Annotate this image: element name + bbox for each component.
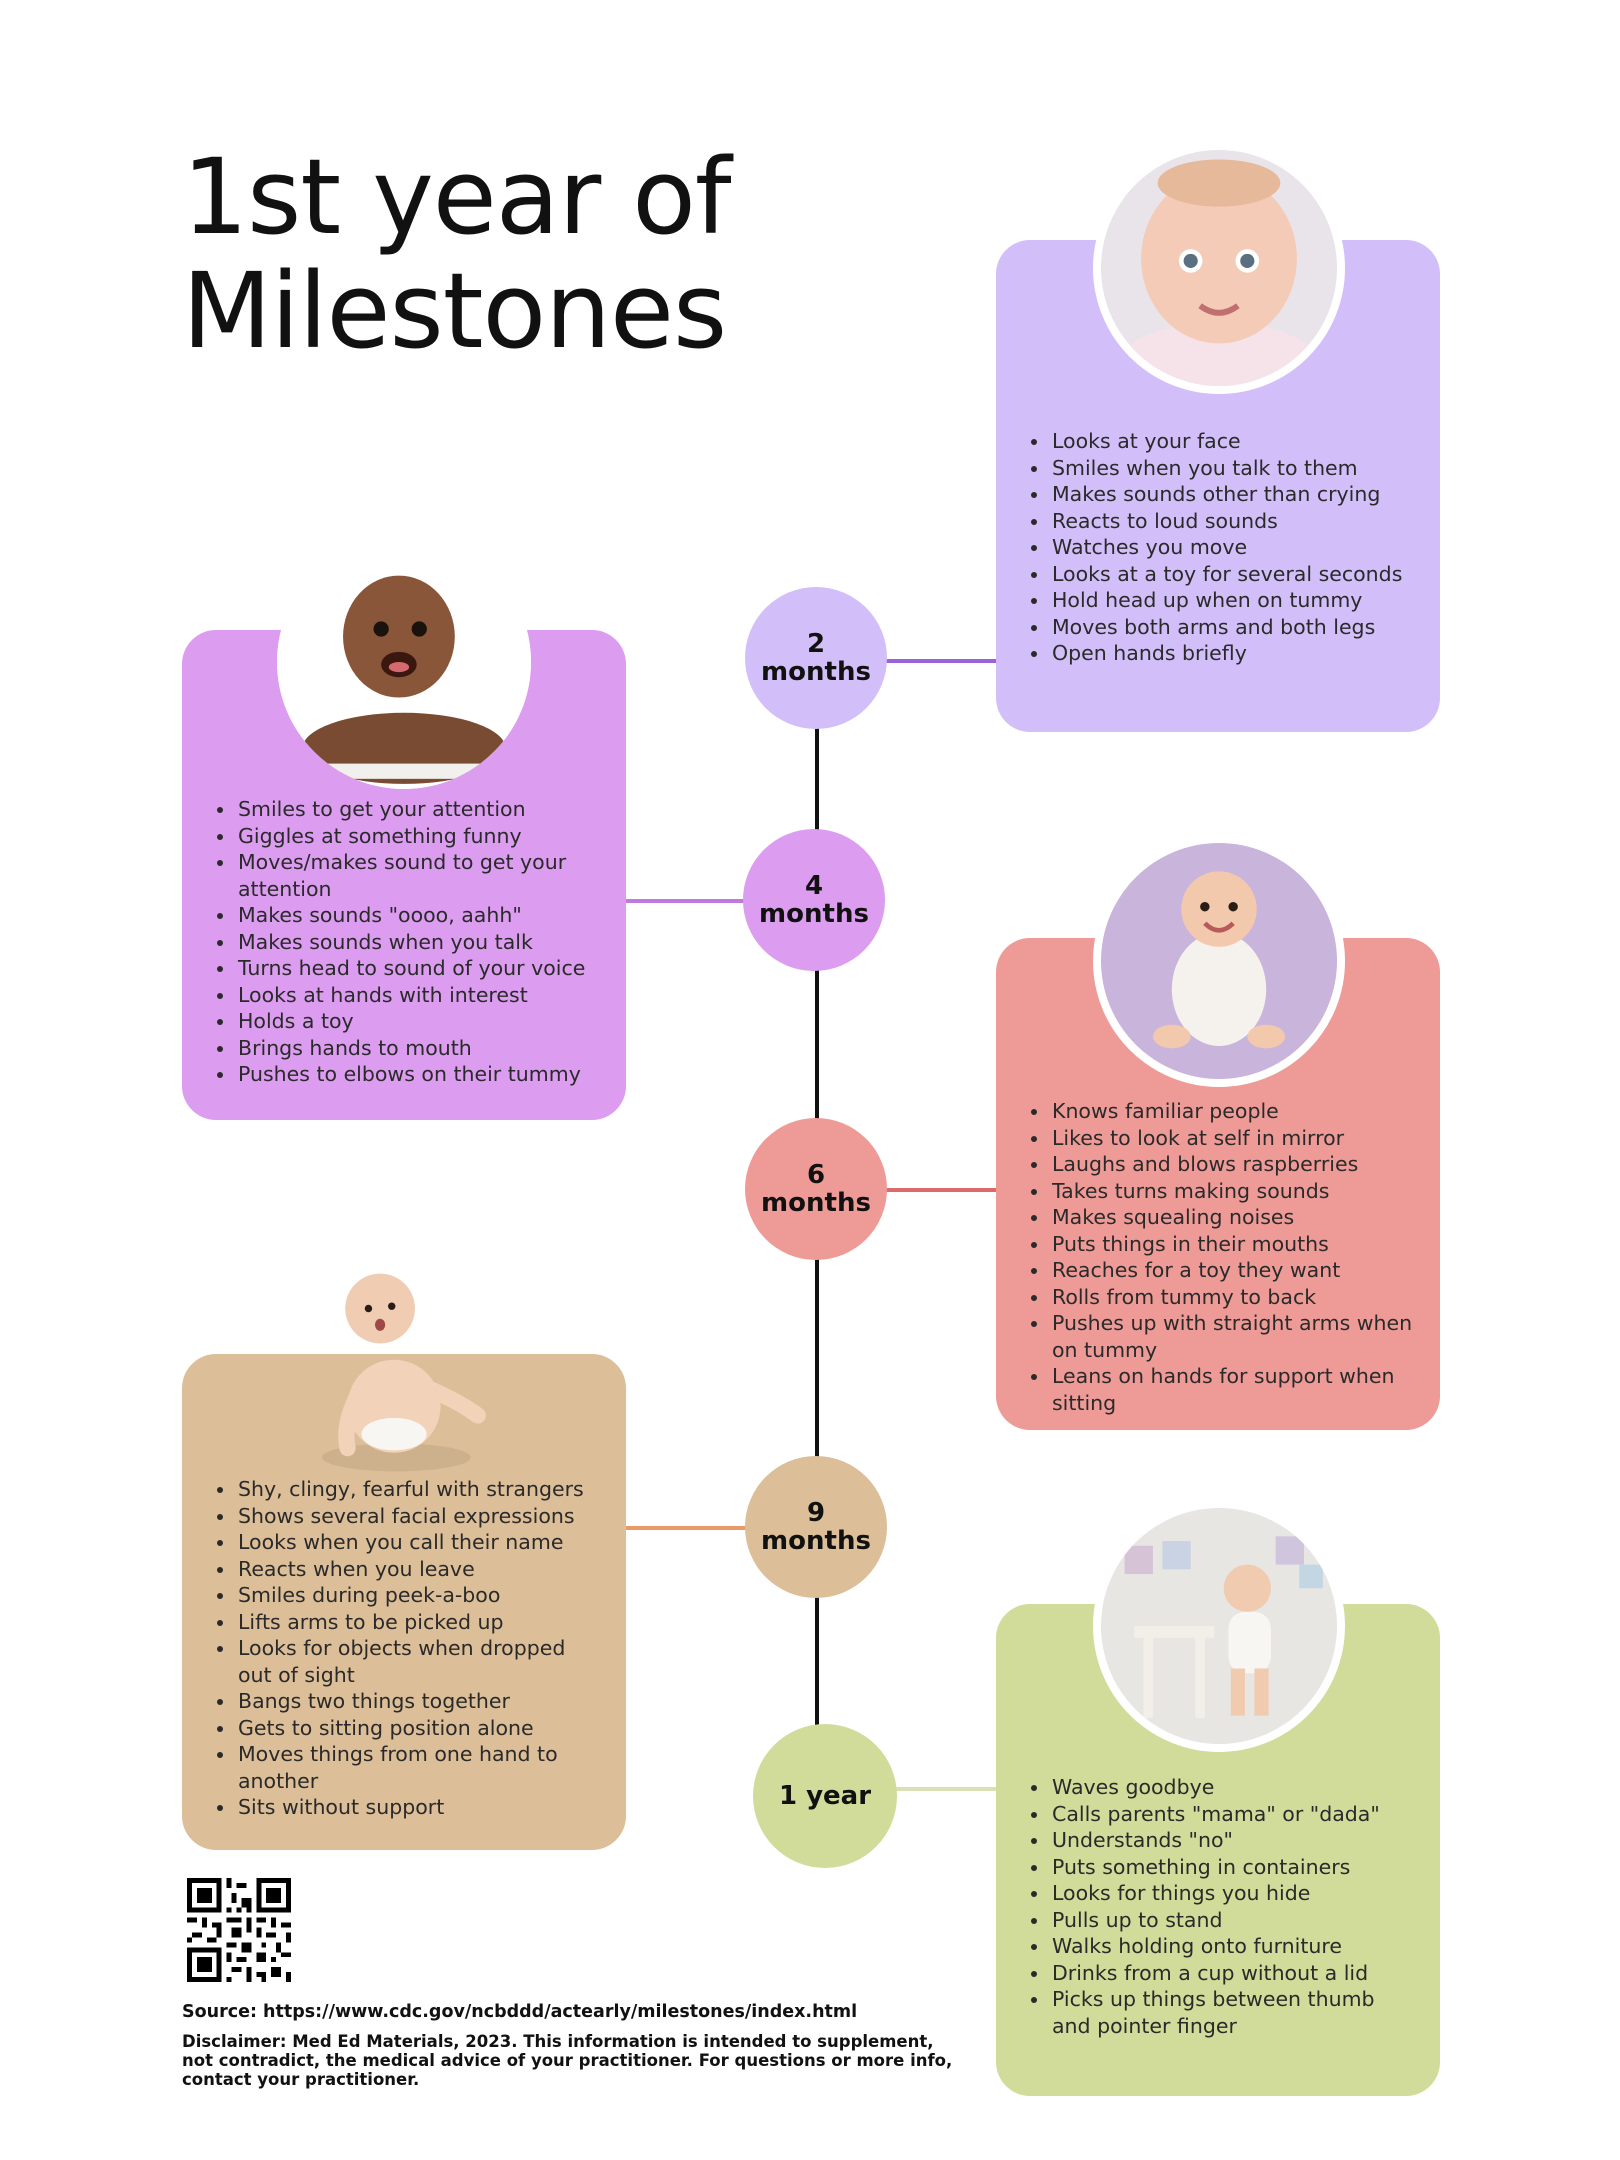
list-item: • Reacts when you leave [236, 1556, 602, 1583]
list-item: • Looks when you call their name [236, 1529, 602, 1556]
list-item: • Shy, clingy, fearful with strangers [236, 1476, 602, 1503]
list-item: • Looks at your face [1050, 428, 1416, 455]
node-label-unit: months [761, 1526, 871, 1556]
list-item: • Reaches for a toy they want [1050, 1257, 1416, 1284]
connector-6-months [884, 1188, 996, 1192]
list-item: • Rolls from tummy to back [1050, 1284, 1416, 1311]
disclaimer-text: Disclaimer: Med Ed Materials, 2023. This information is intended to supplement, not contradict, the medical advice of your practitioner. For questions or more info, contact your practitioner. [182, 2032, 953, 2089]
list-item: • Smiles when you talk to them [1050, 455, 1416, 482]
list-item: • Giggles at something funny [236, 823, 602, 850]
page-title-line1: 1st year of [182, 136, 731, 258]
list-item: • Looks for objects when dropped out of sight [236, 1635, 602, 1688]
timeline-node-2-months [745, 587, 887, 729]
milestone-list-4-months [216, 796, 602, 1088]
list-item: • Pushes up with straight arms when on tummy [1050, 1310, 1416, 1363]
timeline-node-9-months [745, 1456, 887, 1598]
list-item: • Watches you move [1050, 534, 1416, 561]
list-item: • Drinks from a cup without a lid [1050, 1960, 1416, 1987]
list-item: • Makes sounds other than crying [1050, 481, 1416, 508]
list-item: • Calls parents "mama" or "dada" [1050, 1801, 1416, 1828]
list-item: • Pushes to elbows on their tummy [236, 1061, 602, 1088]
timeline-node-6-months [745, 1118, 887, 1260]
source-citation: Source: https://www.cdc.gov/ncbddd/actearly/milestones/index.html [182, 2002, 858, 2022]
list-item: • Looks for things you hide [1050, 1880, 1416, 1907]
milestone-list-2-months [1030, 428, 1416, 667]
list-item: • Holds a toy [236, 1008, 602, 1035]
node-label-number: 1 year [778, 1781, 872, 1811]
list-item: • Looks at a toy for several seconds [1050, 561, 1416, 588]
timeline-node-4-months [743, 829, 885, 971]
list-item: • Makes squealing noises [1050, 1204, 1416, 1231]
list-item: • Puts things in their mouths [1050, 1231, 1416, 1258]
list-item: • Smiles during peek-a-boo [236, 1582, 602, 1609]
node-label-number: 2 [806, 629, 826, 659]
baby-photo-2-months [1093, 142, 1345, 394]
baby-photo-1-year [1093, 1500, 1345, 1752]
baby-photo-4-months [277, 535, 531, 789]
list-item: • Reacts to loud sounds [1050, 508, 1416, 535]
node-label-number: 6 [806, 1160, 826, 1190]
list-item: • Picks up things between thumb and pointer finger [1050, 1986, 1416, 2039]
list-item: • Smiles to get your attention [236, 796, 602, 823]
list-item: • Bangs two things together [236, 1688, 602, 1715]
list-item: • Moves both arms and both legs [1050, 614, 1416, 641]
list-item: • Moves things from one hand to another [236, 1741, 602, 1794]
node-label-number: 4 [804, 871, 824, 901]
node-label-number: 9 [806, 1498, 826, 1528]
list-item: • Takes turns making sounds [1050, 1178, 1416, 1205]
list-item: • Looks at hands with interest [236, 982, 602, 1009]
node-label-unit: months [761, 657, 871, 687]
page-title-line2: Milestones [182, 250, 727, 372]
list-item: • Makes sounds "oooo, aahh" [236, 902, 602, 929]
connector-9-months [624, 1526, 746, 1530]
list-item: • Makes sounds when you talk [236, 929, 602, 956]
list-item: • Hold head up when on tummy [1050, 587, 1416, 614]
node-label-unit: months [761, 1188, 871, 1218]
list-item: • Pulls up to stand [1050, 1907, 1416, 1934]
list-item: • Waves goodbye [1050, 1774, 1416, 1801]
qr-code-icon[interactable] [187, 1878, 291, 1982]
milestone-list-6-months [1030, 1098, 1416, 1416]
list-item: • Turns head to sound of your voice [236, 955, 602, 982]
list-item: • Brings hands to mouth [236, 1035, 602, 1062]
list-item: • Understands "no" [1050, 1827, 1416, 1854]
baby-photo-9-months [290, 1262, 526, 1476]
list-item: • Knows familiar people [1050, 1098, 1416, 1125]
list-item: • Laughs and blows raspberries [1050, 1151, 1416, 1178]
connector-4-months [624, 899, 746, 903]
list-item: • Puts something in containers [1050, 1854, 1416, 1881]
list-item: • Shows several facial expressions [236, 1503, 602, 1530]
list-item: • Sits without support [236, 1794, 602, 1821]
list-item: • Walks holding onto furniture [1050, 1933, 1416, 1960]
timeline-node-1-year [753, 1724, 897, 1868]
list-item: • Open hands briefly [1050, 640, 1416, 667]
milestone-list-1-year [1030, 1774, 1416, 2039]
list-item: • Gets to sitting position alone [236, 1715, 602, 1742]
list-item: • Likes to look at self in mirror [1050, 1125, 1416, 1152]
page-title [182, 136, 731, 372]
node-label-unit: months [759, 899, 869, 929]
milestone-list-9-months [216, 1476, 602, 1821]
list-item: • Lifts arms to be picked up [236, 1609, 602, 1636]
baby-photo-6-months [1093, 835, 1345, 1087]
connector-1-year [894, 1787, 996, 1791]
connector-2-months [884, 659, 996, 663]
list-item: • Moves/makes sound to get your attention [236, 849, 602, 902]
list-item: • Leans on hands for support when sitting [1050, 1363, 1416, 1416]
